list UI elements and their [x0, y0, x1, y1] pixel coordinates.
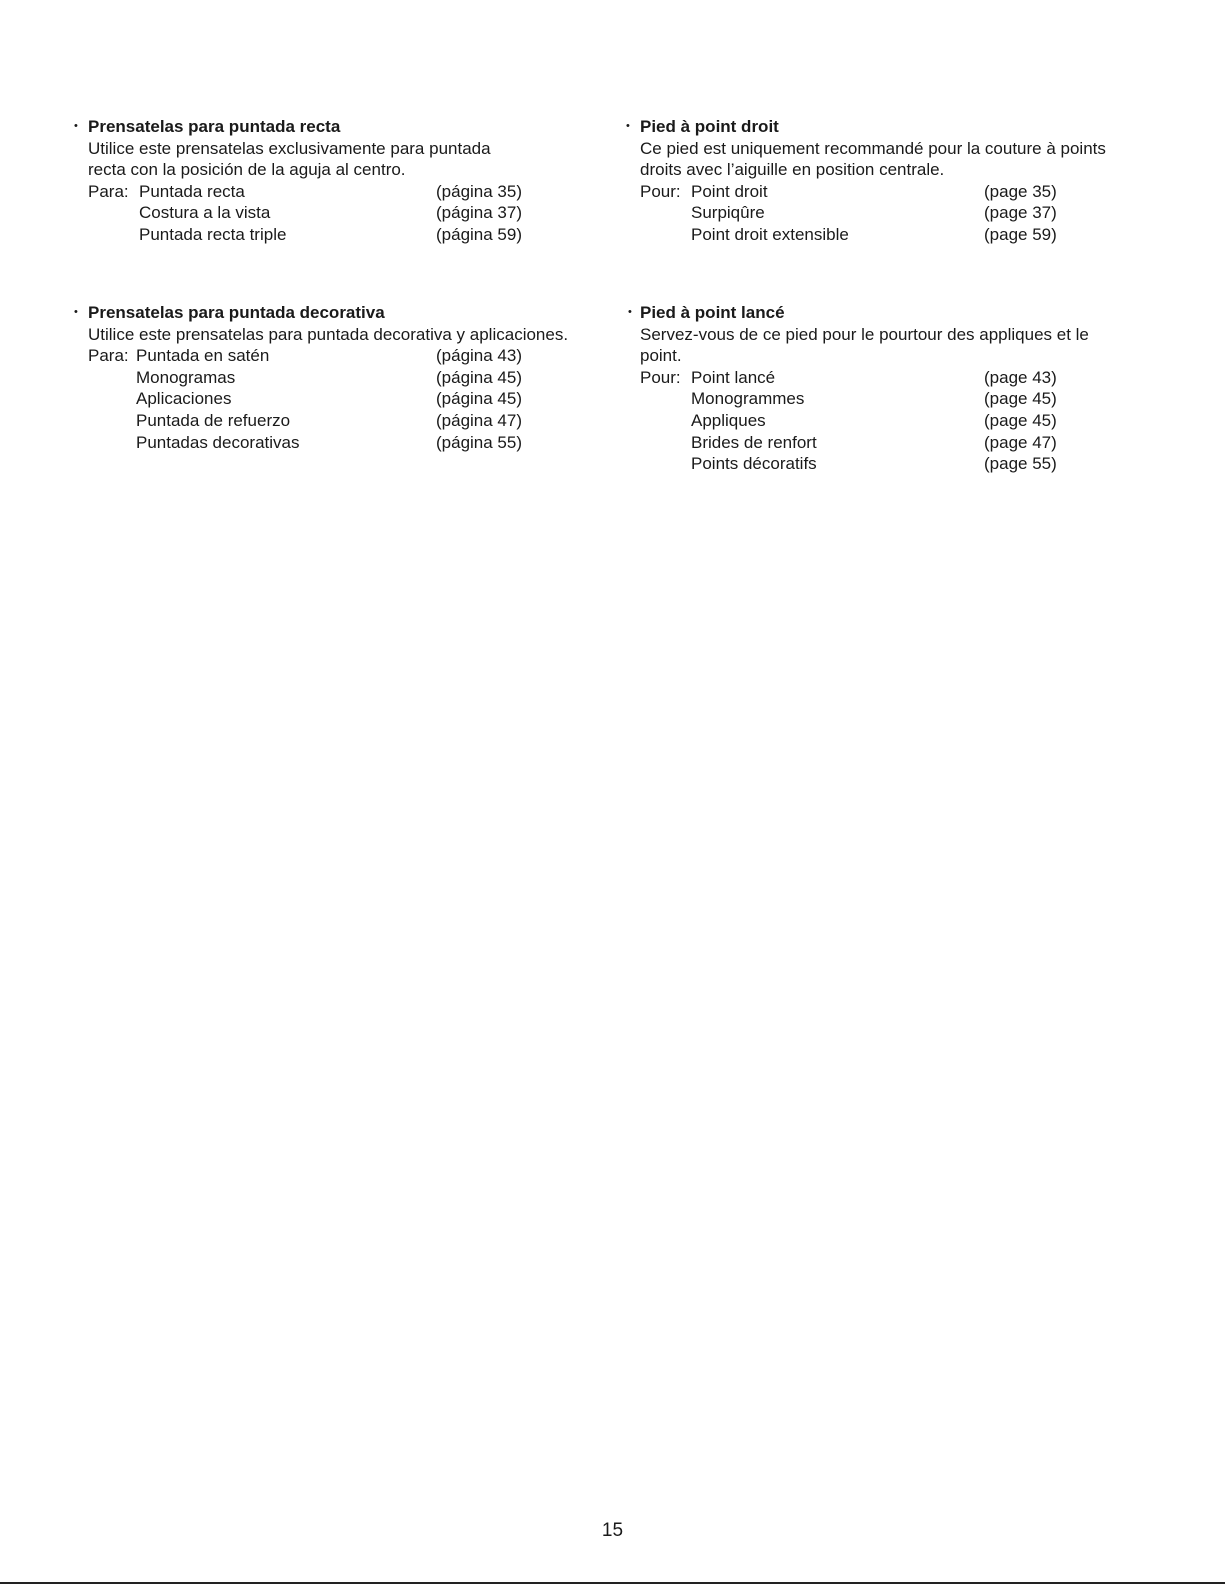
section-es-decorative-foot	[74, 302, 608, 453]
use-name: Points décoratifs	[691, 454, 817, 474]
use-page-ref: (page 37)	[984, 203, 1057, 223]
use-page-ref: (página 37)	[436, 203, 523, 223]
section-title: Pied à point droit	[640, 117, 779, 136]
use-name: Monogrammes	[691, 389, 805, 409]
usage-list	[88, 345, 608, 453]
usage-list	[640, 367, 1140, 475]
use-name: Point lancé	[691, 367, 776, 387]
use-page-ref: (página 47)	[436, 410, 523, 430]
section-description: Servez-vous de ce pied pour le pourtour des appliques et le point.	[640, 324, 1089, 366]
section-fr-satin-foot	[628, 302, 1140, 475]
uses-label: Pour:	[640, 181, 681, 201]
section-title: Pied à point lancé	[640, 303, 785, 322]
section-description: Ce pied est uniquement recommandé pour la couture à points droits avec l’aiguille en position centrale.	[640, 138, 1106, 180]
use-page-ref: (page 45)	[984, 389, 1057, 409]
use-name: Puntada en satén	[136, 346, 270, 366]
uses-label: Para:	[88, 346, 129, 366]
section-es-straight-foot	[74, 116, 628, 246]
use-page-ref: (page 47)	[984, 432, 1057, 452]
use-name: Puntada recta triple	[139, 224, 287, 244]
page-number: 15	[601, 1520, 624, 1541]
use-name: Point droit extensible	[691, 224, 849, 244]
use-page-ref: (página 43)	[436, 346, 523, 366]
use-page-ref: (página 59)	[436, 224, 523, 244]
use-page-ref: (page 55)	[984, 454, 1057, 474]
use-page-ref: (página 55)	[436, 432, 523, 452]
usage-list	[640, 181, 1160, 246]
use-name: Puntada de refuerzo	[136, 410, 291, 430]
use-name: Puntada recta	[139, 181, 245, 201]
use-name: Appliques	[691, 410, 766, 430]
use-page-ref: (page 35)	[984, 181, 1057, 201]
bottom-rule	[0, 1582, 1225, 1584]
section-fr-straight-foot	[626, 116, 1160, 246]
use-name: Aplicaciones	[136, 389, 232, 409]
section-description: Utilice este prensatelas para puntada decorativa y aplicaciones.	[88, 324, 569, 344]
use-name: Point droit	[691, 181, 768, 201]
use-page-ref: (page 59)	[984, 224, 1057, 244]
use-name: Costura a la vista	[139, 203, 271, 223]
uses-label: Para:	[88, 181, 129, 201]
bullet: •	[626, 120, 630, 132]
section-description: Utilice este prensatelas exclusivamente para puntada recta con la posición de la aguja al centro.	[88, 138, 491, 180]
bullet: •	[74, 120, 78, 132]
use-page-ref: (página 35)	[436, 181, 523, 201]
section-title: Prensatelas para puntada recta	[88, 117, 341, 136]
section-title: Prensatelas para puntada decorativa	[88, 303, 385, 322]
use-page-ref: (page 45)	[984, 410, 1057, 430]
uses-label: Pour:	[640, 367, 681, 387]
use-name: Surpiqûre	[691, 203, 765, 223]
use-name: Monogramas	[136, 367, 236, 387]
bullet: •	[74, 306, 78, 318]
use-name: Brides de renfort	[691, 432, 817, 452]
usage-list	[88, 181, 628, 246]
bullet: •	[628, 306, 632, 318]
use-page-ref: (página 45)	[436, 389, 523, 409]
use-page-ref: (page 43)	[984, 367, 1057, 387]
use-page-ref: (página 45)	[436, 367, 523, 387]
use-name: Puntadas decorativas	[136, 432, 300, 452]
